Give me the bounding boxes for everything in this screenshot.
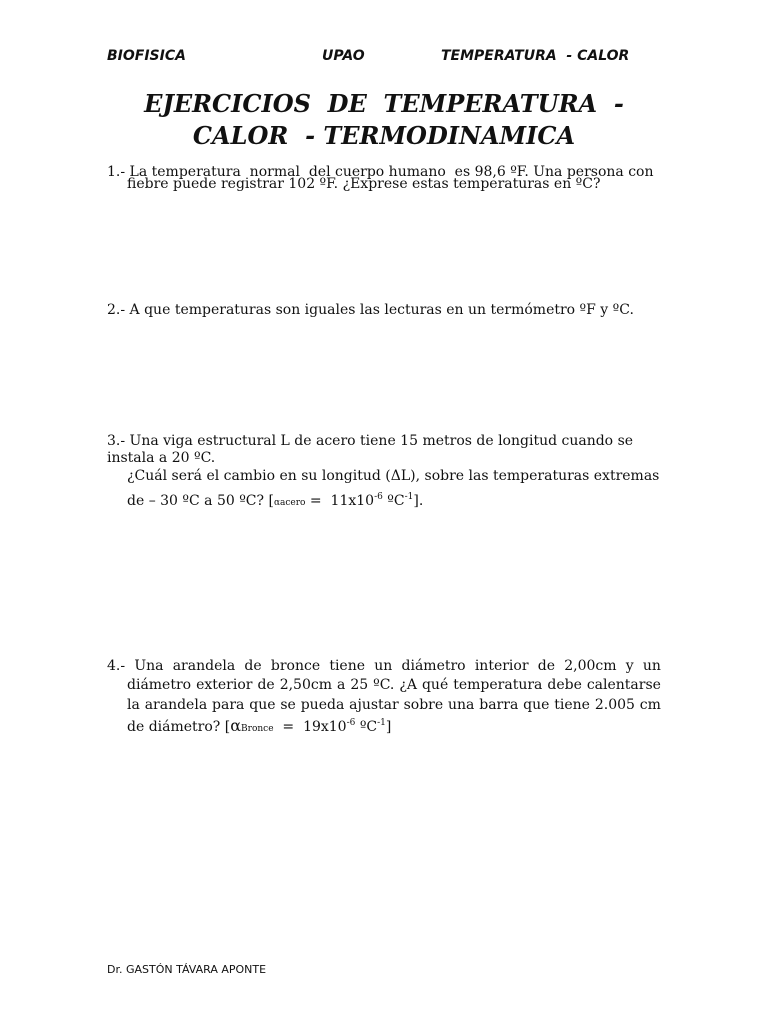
word: cm <box>639 697 661 713</box>
word: de <box>537 658 555 674</box>
footer-author: Dr. GASTÓN TÁVARA APONTE <box>107 963 267 976</box>
exercise-4-line-4-text: de diámetro? [ <box>127 719 231 735</box>
word: se <box>280 697 296 713</box>
alpha-symbol: α <box>273 498 281 508</box>
word: ¿A <box>399 677 417 693</box>
word: para <box>212 697 245 713</box>
word: la <box>127 697 140 713</box>
word: arandela <box>144 697 208 713</box>
word: que <box>249 697 276 713</box>
header-topic: TEMPERATURA - CALOR <box>441 48 630 64</box>
word: debe <box>547 677 582 693</box>
word: diámetro <box>127 677 192 693</box>
exercise-3-line-3: ¿Cuál será el cambio en su longitud (ΔL), sobre las temperaturas extremas <box>127 468 660 484</box>
word: interior <box>474 658 529 674</box>
exercise-4-line-1 <box>107 658 661 674</box>
word: de <box>257 677 275 693</box>
exercise-2-line-1: 2.- A que temperaturas son iguales las lecturas en un termómetro ºF y ºC. <box>107 302 634 318</box>
word: un <box>642 658 661 674</box>
word: ajustar <box>349 697 399 713</box>
page-title-line-2: CALOR - TERMODINAMICA <box>192 121 576 150</box>
word: qué <box>421 677 449 693</box>
exercise-3-line-4-end: ]. <box>413 493 424 509</box>
word: tiene <box>554 697 590 713</box>
word: bronce <box>270 658 321 674</box>
unit-text: ºC <box>355 719 378 735</box>
word: ºC. <box>373 677 395 693</box>
word: diámetro <box>401 658 466 674</box>
coefficient-exponent: -6 <box>346 718 356 728</box>
word: Una <box>134 658 164 674</box>
word: 2,00cm <box>564 658 617 674</box>
alpha-subscript: acero <box>280 498 306 508</box>
exercise-1-line-1: 1.- La temperatura normal del cuerpo humano es 98,6 ºF. Una persona con <box>107 164 654 180</box>
word: tiene <box>329 658 366 674</box>
word: 4.- <box>107 658 126 674</box>
word: que <box>523 697 550 713</box>
exercise-3-line-4-text: de – 30 ºC a 50 ºC? [ <box>127 493 274 509</box>
word: 2,50cm <box>279 677 332 693</box>
exercise-4-line-4 <box>127 716 391 735</box>
unit-exponent: -1 <box>377 718 386 728</box>
coefficient-text: = 11x10 <box>305 493 375 509</box>
word: una <box>448 697 475 713</box>
coefficient-exponent: -6 <box>374 492 383 502</box>
header-school: UPAO <box>322 48 365 64</box>
exercise-4-line-3 <box>127 697 661 713</box>
word: temperatura <box>453 677 543 693</box>
word: pueda <box>300 697 345 713</box>
alpha-symbol: α <box>230 716 242 735</box>
exercise-4-line-4-end: ] <box>385 719 392 735</box>
exercise-1-line-2: fiebre puede registrar 102 ºF. ¿Exprese estas temperaturas en ºC? <box>127 176 601 192</box>
page-title-line-1: EJERCICIOS DE TEMPERATURA - <box>144 89 624 118</box>
word: exterior <box>196 677 253 693</box>
word: de <box>244 658 262 674</box>
word: sobre <box>403 697 444 713</box>
word: y <box>625 658 634 674</box>
alpha-subscript: Bronce <box>241 724 274 734</box>
header-course: BIOFISICA <box>107 48 186 64</box>
unit-text: ºC <box>382 493 405 509</box>
coefficient-text: = 19x10 <box>273 719 347 735</box>
word: a <box>336 677 346 693</box>
exercise-3-line-2: instala a 20 ºC. <box>107 450 216 466</box>
exercise-4-line-2 <box>127 677 661 693</box>
word: calentarse <box>586 677 661 693</box>
word: un <box>374 658 393 674</box>
exercise-3-line-1: 3.- Una viga estructural L de acero tiene 15 metros de longitud cuando se <box>107 433 634 449</box>
word: barra <box>479 697 519 713</box>
word: 25 <box>350 677 369 693</box>
unit-exponent: -1 <box>404 492 414 502</box>
exercise-3-line-4 <box>127 493 423 509</box>
word: 2.005 <box>594 697 635 713</box>
word: arandela <box>172 658 236 674</box>
